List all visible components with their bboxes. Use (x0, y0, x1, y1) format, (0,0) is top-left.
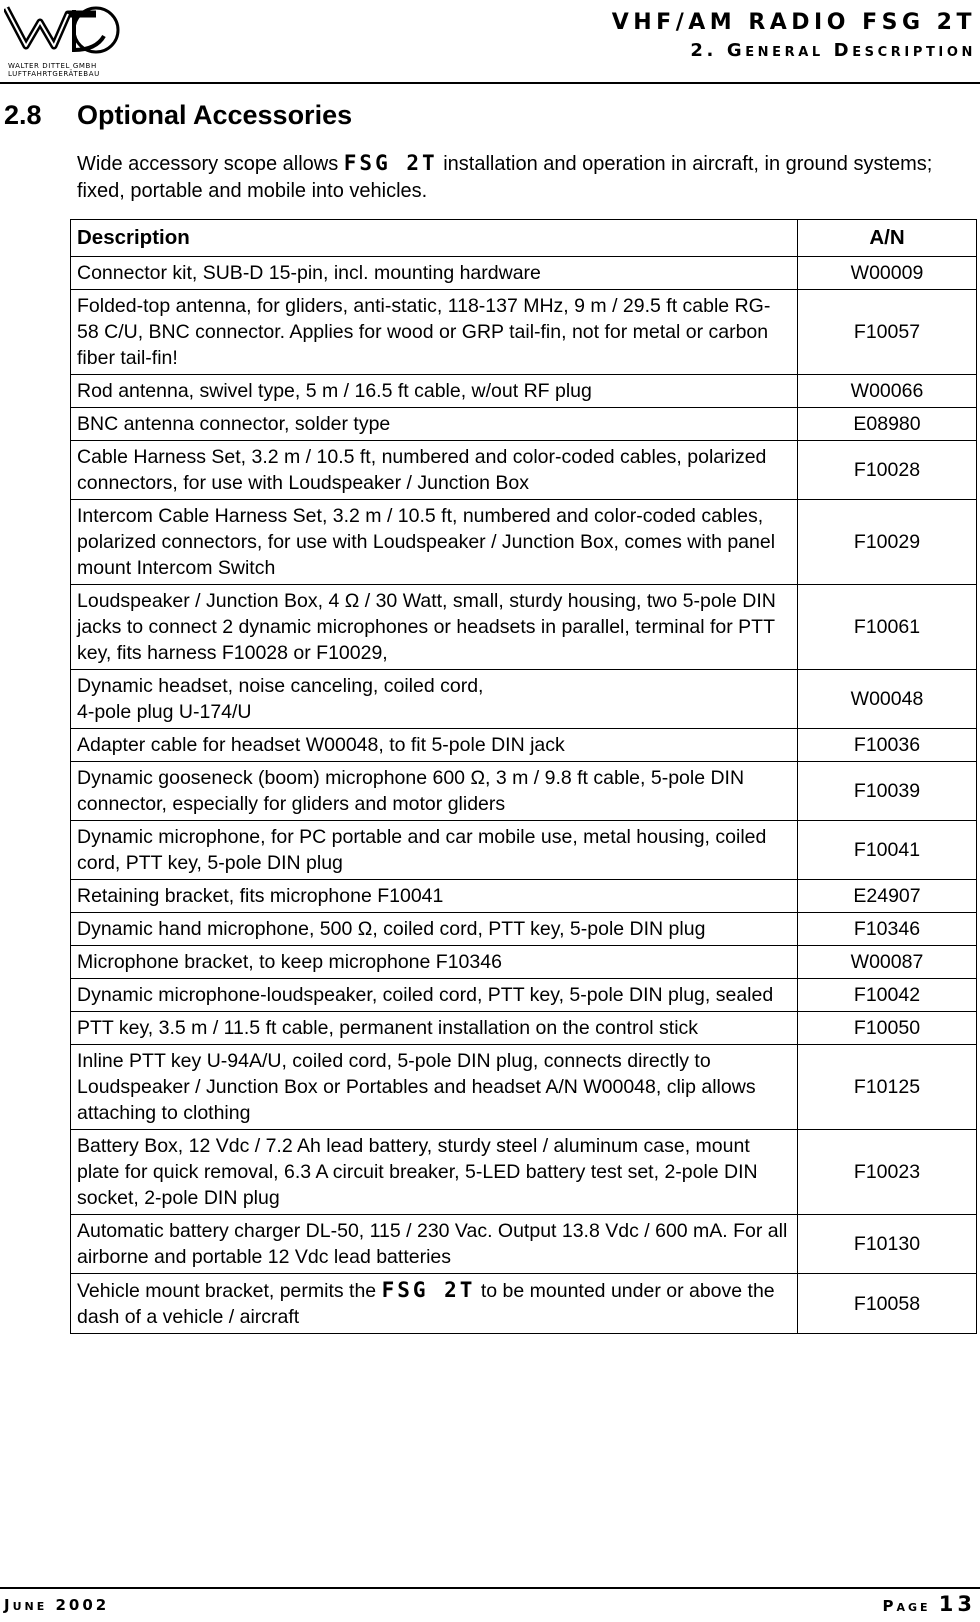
row-description: Inline PTT key U-94A/U, coiled cord, 5-pole DIN plug, connects directly to Loudspeaker / Junction Box or Portables and headset A/N W00048, clip allows attaching to clothing (71, 1045, 798, 1130)
table-row (71, 1012, 977, 1045)
table-row (71, 375, 977, 408)
wd-logo-icon (4, 2, 122, 62)
row-description: Retaining bracket, fits microphone F10041 (71, 880, 798, 913)
document-section: 2. General Description (690, 40, 976, 61)
header-divider (0, 82, 980, 84)
table-row (71, 585, 977, 670)
row-article-number: F10125 (798, 1045, 977, 1130)
row-description (71, 1274, 798, 1334)
page-header (0, 0, 980, 84)
section-title: Optional Accessories (77, 100, 353, 130)
company-line-2: LUFTFAHRTGERÄTEBAU (8, 70, 100, 78)
row-description: Dynamic headset, noise canceling, coiled cord, 4-pole plug U-174/U (71, 670, 798, 729)
table-row (71, 880, 977, 913)
company-logo (4, 2, 122, 78)
row-description: BNC antenna connector, solder type (71, 408, 798, 441)
row-article-number: F10050 (798, 1012, 977, 1045)
row-description: Connector kit, SUB-D 15-pin, incl. mounting hardware (71, 257, 798, 290)
table-row (71, 821, 977, 880)
row-article-number: E08980 (798, 408, 977, 441)
row-article-number: F10039 (798, 762, 977, 821)
intro-text-after: installation and operation in aircraft, in ground systems; fixed, portable and mobile into vehicles. (77, 153, 933, 202)
row-description: Rod antenna, swivel type, 5 m / 16.5 ft cable, w/out RF plug (71, 375, 798, 408)
row-description: Cable Harness Set, 3.2 m / 10.5 ft, numbered and color-coded cables, polarized connectors, for use with Loudspeaker / Junction Box (71, 441, 798, 500)
company-name (8, 62, 138, 78)
table-header-row (71, 220, 977, 257)
row-description: Dynamic gooseneck (boom) microphone 600 Ω, 3 m / 9.8 ft cable, 5-pole DIN connector, especially for gliders and motor gliders (71, 762, 798, 821)
row-article-number: F10041 (798, 821, 977, 880)
table-row (71, 257, 977, 290)
table-row (71, 290, 977, 375)
table-row (71, 1274, 977, 1334)
table-row (71, 441, 977, 500)
row-description: Microphone bracket, to keep microphone F10346 (71, 946, 798, 979)
section-number: 2.8 (4, 100, 42, 130)
table-row (71, 913, 977, 946)
row-description-before: Vehicle mount bracket, permits the (77, 1280, 382, 1302)
table-row (71, 729, 977, 762)
footer-page (882, 1592, 976, 1616)
row-article-number: W00087 (798, 946, 977, 979)
row-description: PTT key, 3.5 m / 11.5 ft cable, permanent installation on the control stick (71, 1012, 798, 1045)
row-description: Loudspeaker / Junction Box, 4 Ω / 30 Watt, small, sturdy housing, two 5-pole DIN jacks to connect 2 dynamic microphones or headsets in parallel, terminal for PTT key, fits harness F10028 or F10029, (71, 585, 798, 670)
row-article-number: F10042 (798, 979, 977, 1012)
accessories-table-body (71, 257, 977, 1334)
row-article-number: F10061 (798, 585, 977, 670)
row-article-number: F10023 (798, 1130, 977, 1215)
row-article-number: F10028 (798, 441, 977, 500)
product-name: FSG 2T (343, 151, 438, 175)
row-article-number: F10346 (798, 913, 977, 946)
table-row (71, 1215, 977, 1274)
row-description: Dynamic microphone, for PC portable and car mobile use, metal housing, coiled cord, PTT key, 5-pole DIN plug (71, 821, 798, 880)
row-article-number: W00066 (798, 375, 977, 408)
footer-divider (0, 1587, 980, 1589)
company-line-1: WALTER DITTEL GMBH (8, 62, 97, 70)
column-header-an: A/N (798, 220, 977, 257)
table-row (71, 979, 977, 1012)
row-description: Adapter cable for headset W00048, to fit 5-pole DIN jack (71, 729, 798, 762)
table-row (71, 408, 977, 441)
table-row (71, 670, 977, 729)
table-row (71, 500, 977, 585)
row-article-number: F10036 (798, 729, 977, 762)
row-article-number: F10130 (798, 1215, 977, 1274)
intro-text-before: Wide accessory scope allows (77, 153, 344, 175)
row-description: Dynamic hand microphone, 500 Ω, coiled cord, PTT key, 5-pole DIN plug (71, 913, 798, 946)
table-row (71, 1045, 977, 1130)
table-row (71, 946, 977, 979)
row-article-number: W00048 (798, 670, 977, 729)
footer-page-number: 13 (938, 1592, 976, 1616)
intro-paragraph (77, 150, 957, 205)
table-row (71, 762, 977, 821)
row-description: Dynamic microphone-loudspeaker, coiled cord, PTT key, 5-pole DIN plug, sealed (71, 979, 798, 1012)
row-description: Intercom Cable Harness Set, 3.2 m / 10.5 ft, numbered and color-coded cables, polarized connectors, for use with Loudspeaker / Junction Box, comes with panel mount Intercom Switch (71, 500, 798, 585)
accessories-table (70, 219, 977, 1334)
row-description: Battery Box, 12 Vdc / 7.2 Ah lead battery, sturdy steel / aluminum case, mount plate for quick removal, 6.3 A circuit breaker, 5-LED battery test set, 2-pole DIN socket, 2-pole DIN plug (71, 1130, 798, 1215)
footer-page-label: Page (882, 1597, 931, 1615)
row-article-number: F10029 (798, 500, 977, 585)
row-article-number: W00009 (798, 257, 977, 290)
row-description: Automatic battery charger DL-50, 115 / 230 Vac. Output 13.8 Vdc / 600 mA. For all airborne and portable 12 Vdc lead batteries (71, 1215, 798, 1274)
row-description: Folded-top antenna, for gliders, anti-static, 118-137 MHz, 9 m / 29.5 ft cable RG-58 C/U, BNC connector. Applies for wood or GRP tail-fin, not for metal or carbon fiber tail-fin! (71, 290, 798, 375)
row-article-number: E24907 (798, 880, 977, 913)
row-article-number: F10058 (798, 1274, 977, 1334)
product-name: FSG 2T (381, 1278, 476, 1302)
footer-date: June 2002 (4, 1596, 110, 1614)
row-description-after: to be mounted under or above the dash of a vehicle / aircraft (77, 1280, 775, 1328)
table-row (71, 1130, 977, 1215)
column-header-description: Description (71, 220, 798, 257)
document-title: VHF/AM RADIO FSG 2T (611, 10, 976, 35)
row-article-number: F10057 (798, 290, 977, 375)
